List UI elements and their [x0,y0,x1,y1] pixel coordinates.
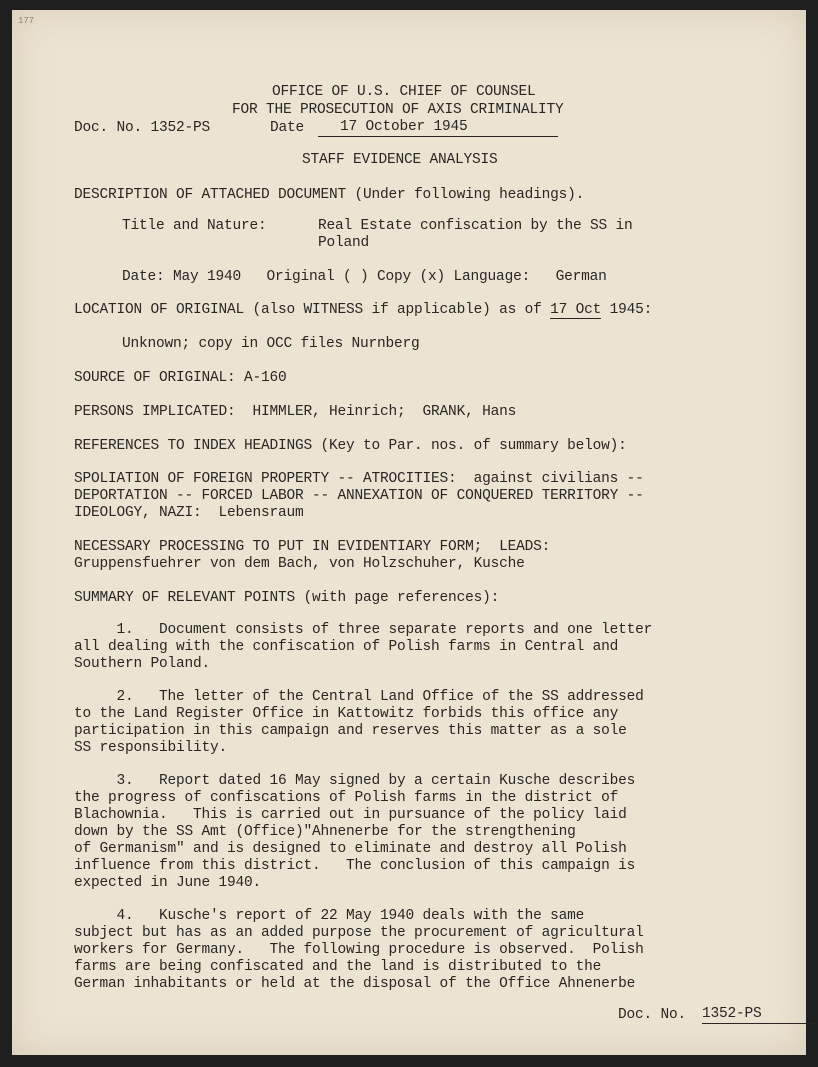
header-line-2: FOR THE PROSECUTION OF AXIS CRIMINALITY [232,102,564,118]
title-nature-label: Title and Nature: [122,218,267,234]
summary-p2-l1: 2. The letter of the Central Land Office of the SS addressed [74,689,644,705]
source-line: SOURCE OF ORIGINAL: A-160 [74,370,287,386]
summary-p3-l1: 3. Report dated 16 May signed by a certain Kusche describes [74,773,636,789]
location-prefix: LOCATION OF ORIGINAL (also WITNESS if applicable) as of [74,302,542,318]
summary-p3-l7: expected in June 1940. [74,875,262,891]
corner-mark: 177 [18,16,35,26]
summary-p3-l2: the progress of confiscations of Polish farms in the district of [74,790,619,806]
footer-doc-number: 1352-PS [702,1006,814,1024]
footer-doc-label: Doc. No. [618,1007,687,1023]
summary-p4-l3: workers for Germany. The following procedure is observed. Polish [74,942,644,958]
processing-line-2: Gruppensfuehrer von dem Bach, von Holzschuher, Kusche [74,556,525,572]
summary-p3-l4: down by the SS Amt (Office)"Ahnenerbe for the strengthening [74,824,576,840]
description-heading: DESCRIPTION OF ATTACHED DOCUMENT (Under following headings). [74,187,585,203]
references-line: REFERENCES TO INDEX HEADINGS (Key to Par. nos. of summary below): [74,438,627,454]
summary-title: SUMMARY OF RELEVANT POINTS (with page references): [74,590,500,606]
summary-p1-l2: all dealing with the confiscation of Polish farms in Central and [74,639,619,655]
summary-p2-l3: participation in this campaign and reserves this matter as a sole [74,723,627,739]
summary-p4-l5: German inhabitants or held at the disposal of the Office Ahnenerbe [74,976,636,992]
summary-p3-l5: of Germanism" and is designed to eliminate and destroy all Polish [74,841,627,857]
location-suffix: 1945: [609,302,653,318]
summary-p2-l4: SS responsibility. [74,740,228,756]
title-nature-line-2: Poland [318,235,370,251]
date-label: Date [270,120,305,136]
index-heading-1: SPOLIATION OF FOREIGN PROPERTY -- ATROCITIES: against civilians -- [74,471,644,487]
persons-line: PERSONS IMPLICATED: HIMMLER, Heinrich; GRANK, Hans [74,404,517,420]
summary-p2-l2: to the Land Register Office in Kattowitz forbids this office any [74,706,619,722]
location-date: 17 Oct [550,302,602,318]
summary-p3-l3: Blachownia. This is carried out in pursuance of the policy laid [74,807,627,823]
summary-p3-l6: influence from this district. The conclusion of this campaign is [74,858,636,874]
date-language-line: Date: May 1940 Original ( ) Copy (x) Language: German [122,269,607,285]
index-heading-3: IDEOLOGY, NAZI: Lebensraum [74,505,304,521]
processing-line-1: NECESSARY PROCESSING TO PUT IN EVIDENTIARY FORM; LEADS: [74,539,551,555]
location-detail: Unknown; copy in OCC files Nurnberg [122,336,420,352]
summary-p4-l1: 4. Kusche's report of 22 May 1940 deals with the same [74,908,585,924]
title-nature-line-1: Real Estate confiscation by the SS in [318,218,633,234]
document-page [12,10,806,1055]
date-value: 17 October 1945 [318,119,558,137]
summary-p4-l4: farms are being confiscated and the land is distributed to the [74,959,602,975]
index-heading-2: DEPORTATION -- FORCED LABOR -- ANNEXATION OF CONQUERED TERRITORY -- [74,488,644,504]
location-line [74,302,652,319]
doc-number: Doc. No. 1352-PS [74,120,211,136]
summary-p4-l2: subject but has as an added purpose the procurement of agricultural [74,925,644,941]
summary-p1-l3: Southern Poland. [74,656,211,672]
section-title: STAFF EVIDENCE ANALYSIS [302,152,498,168]
header-line-1: OFFICE OF U.S. CHIEF OF COUNSEL [272,84,536,100]
summary-p1-l1: 1. Document consists of three separate reports and one letter [74,622,653,638]
